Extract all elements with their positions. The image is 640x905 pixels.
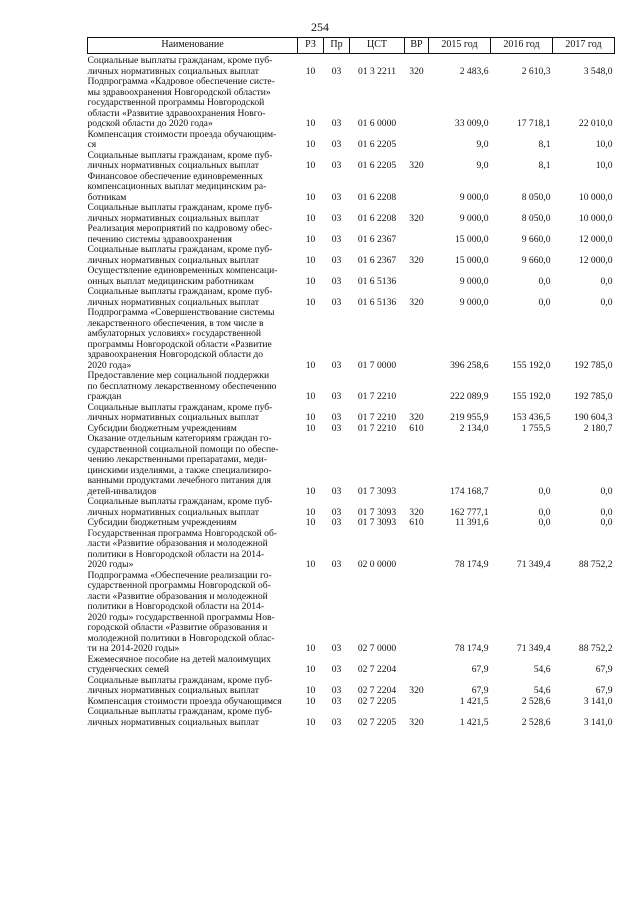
cell-rz: 10 [305, 506, 316, 518]
cell-rz: 10 [305, 65, 316, 77]
cell-rz: 10 [305, 233, 316, 245]
cell-name-line: Компенсация стоимости проезда обучающим- [87, 128, 277, 140]
column-header-rz: РЗ [298, 38, 324, 54]
cell-2017: 192 785,0 [574, 359, 613, 371]
cell-2016: 8,1 [538, 139, 551, 150]
cell-2017: 67,9 [595, 664, 613, 675]
cell-vr [405, 371, 429, 403]
cell-name [88, 203, 298, 224]
cell-cst: 01 6 2205 [357, 139, 397, 150]
cell-name-line: 2020 годы» государственной программы Нов- [87, 611, 275, 623]
cell-name-line: Социальные выплаты гражданам, кроме пуб- [87, 496, 273, 507]
cell-2016: 0,0 [538, 517, 551, 528]
table-row [88, 151, 615, 172]
cell-vr [405, 308, 429, 371]
cell-name [88, 130, 298, 151]
table-row [88, 571, 615, 655]
cell-vr [405, 529, 429, 571]
cell-2017: 88 752,2 [578, 643, 613, 654]
cell-pr: 03 [331, 506, 342, 518]
cell-vr: 320 [409, 212, 424, 224]
cell-cst: 02 7 2204 [357, 664, 397, 675]
cell-name-line: ласти «Развитие образования и молодежной [87, 590, 268, 602]
cell-vr [405, 697, 429, 708]
cell-2016: 8 050,0 [521, 191, 551, 203]
cell-2016: 1 755,5 [521, 422, 551, 434]
cell-cst: 01 6 5136 [357, 275, 397, 287]
cell-vr: 610 [409, 422, 424, 434]
cell-2016: 2 528,6 [521, 695, 551, 707]
cell-name-line: Социальные выплаты гражданам, кроме пуб- [87, 244, 273, 255]
cell-cst: 01 7 3093 [357, 506, 397, 518]
cell-2015: 78 174,9 [454, 559, 489, 570]
cell-rz: 10 [305, 695, 316, 707]
cell-2015: 9 000,0 [459, 296, 489, 308]
cell-name-line: Реализация мероприятий по кадровому обес- [87, 223, 273, 234]
cell-pr: 03 [331, 233, 342, 245]
cell-pr: 03 [331, 412, 342, 423]
cell-rz: 10 [305, 716, 316, 728]
cell-2017: 2 180,7 [583, 422, 613, 434]
cell-rz: 10 [305, 296, 316, 308]
table-row [88, 434, 615, 497]
cell-name-line: Ежемесячное пособие на детей малоимущих [87, 653, 271, 665]
cell-name [88, 403, 298, 424]
cell-2017: 0,0 [600, 517, 613, 528]
cell-name-line: ся [87, 139, 97, 150]
cell-name [88, 497, 298, 518]
cell-pr: 03 [331, 191, 342, 203]
cell-2016: 71 349,4 [516, 643, 551, 654]
cell-name-line: ванными продуктами лечебного питания для [87, 475, 271, 486]
cell-name-line: детей-инвалидов [87, 485, 157, 497]
column-header-2016: 2016 год [491, 38, 553, 54]
cell-2015: 9 000,0 [459, 191, 489, 203]
cell-pr: 03 [331, 685, 342, 696]
cell-cst: 01 6 2367 [357, 233, 397, 245]
cell-name-line: ти на 2014-2020 годы» [87, 643, 180, 654]
column-header-pr: Пр [324, 38, 350, 54]
cell-name [88, 571, 298, 655]
cell-2016: 71 349,4 [516, 559, 551, 570]
cell-name-line: политики в Новгородской области на 2014- [87, 601, 265, 612]
cell-name-line: личных нормативных социальных выплат [87, 254, 259, 266]
table-row [88, 497, 615, 518]
cell-name-line: личных нормативных социальных выплат [87, 212, 259, 224]
cell-pr: 03 [331, 559, 342, 570]
cell-cst: 01 7 2210 [357, 412, 397, 423]
cell-rz: 10 [305, 422, 316, 434]
cell-name-line: 2020 года» [87, 359, 132, 371]
column-header-2017: 2017 год [553, 38, 615, 54]
cell-rz: 10 [305, 412, 316, 423]
cell-name-line: личных нормативных социальных выплат [87, 412, 259, 423]
cell-cst: 01 7 3093 [357, 485, 397, 497]
cell-name-line: городской области «Развитие образования и [87, 622, 268, 633]
table-row [88, 371, 615, 403]
cell-vr [405, 434, 429, 497]
cell-vr: 320 [409, 506, 424, 518]
cell-2017: 67,9 [595, 685, 613, 696]
cell-name-line: Социальные выплаты гражданам, кроме пуб- [87, 674, 273, 686]
cell-2017: 0,0 [600, 296, 613, 308]
cell-cst: 02 7 0000 [357, 643, 397, 654]
cell-2015: 174 168,7 [450, 485, 489, 497]
cell-2015: 222 089,9 [450, 391, 489, 402]
cell-vr [405, 224, 429, 245]
cell-2017: 12 000,0 [578, 233, 613, 245]
cell-name-line: Социальные выплаты гражданам, кроме пуб- [87, 55, 273, 66]
cell-name-line: 2020 годы» [87, 559, 134, 570]
cell-name-line: государственной программы Новгородской [87, 97, 265, 108]
cell-rz: 10 [305, 191, 316, 203]
cell-vr: 320 [409, 254, 424, 266]
cell-vr [405, 172, 429, 204]
cell-rz: 10 [305, 254, 316, 266]
cell-name-line: студенческих семей [87, 664, 169, 675]
cell-name-line: ботникам [87, 191, 127, 203]
cell-name [88, 287, 298, 308]
cell-2016: 8,1 [538, 160, 551, 171]
cell-name-line: Социальные выплаты гражданам, кроме пуб- [87, 286, 273, 297]
cell-cst: 01 6 2367 [357, 254, 397, 266]
cell-name [88, 518, 298, 529]
cell-name-line: Оказание отдельным категориям граждан го- [87, 433, 272, 444]
cell-name-line: личных нормативных социальных выплат [87, 160, 259, 171]
cell-2015: 219 955,9 [450, 412, 489, 423]
cell-2015: 2 134,0 [459, 422, 489, 434]
cell-2016: 153 436,5 [512, 412, 551, 423]
cell-name [88, 655, 298, 676]
cell-vr: 320 [409, 716, 424, 728]
cell-pr: 03 [331, 212, 342, 224]
cell-name-line: области «Развитие здравоохранения Новго- [87, 107, 266, 119]
cell-name-line: Осуществление единовременных компенсаци- [87, 265, 278, 276]
cell-name-line: Подпрограмма «Кадровое обеспечение систе- [87, 76, 275, 87]
table-row [88, 403, 615, 424]
cell-vr: 610 [409, 517, 424, 528]
table-row [88, 54, 615, 78]
cell-2017: 3 141,0 [583, 695, 613, 707]
table-row [88, 676, 615, 697]
cell-2015: 1 421,5 [459, 716, 489, 728]
cell-name-line: сударственной программы Новгородской об- [87, 580, 271, 591]
cell-name [88, 245, 298, 266]
cell-vr: 320 [409, 160, 424, 171]
cell-pr: 03 [331, 296, 342, 308]
cell-name-line: онных выплат медицинским работникам [87, 275, 254, 287]
cell-pr: 03 [331, 359, 342, 371]
cell-name-line: Подпрограмма «Обеспечение реализации го- [87, 569, 272, 581]
cell-2016: 2 528,6 [521, 716, 551, 728]
budget-table [87, 37, 615, 728]
cell-2016: 9 660,0 [521, 254, 551, 266]
cell-name-line: личных нормативных социальных выплат [87, 685, 259, 696]
cell-name [88, 371, 298, 403]
cell-2015: 15 000,0 [454, 233, 489, 245]
cell-name-line: здравоохранения Новгородской области до [87, 349, 264, 360]
cell-rz: 10 [305, 212, 316, 224]
column-header-name: Наименование [88, 38, 298, 54]
cell-2015: 1 421,5 [459, 695, 489, 707]
cell-2016: 0,0 [538, 275, 551, 287]
cell-pr: 03 [331, 65, 342, 77]
cell-2015: 78 174,9 [454, 643, 489, 654]
cell-name [88, 266, 298, 287]
cell-rz: 10 [305, 160, 316, 171]
cell-2016: 155 192,0 [512, 359, 551, 371]
cell-2017: 22 010,0 [578, 118, 613, 129]
cell-name-line: Предоставление мер социальной поддержки [87, 370, 270, 381]
cell-rz: 10 [305, 359, 316, 371]
cell-name-line: личных нормативных социальных выплат [87, 65, 259, 77]
cell-vr: 320 [409, 296, 424, 308]
cell-name-line: Финансовое обеспечение единовременных [87, 170, 263, 182]
cell-2017: 10,0 [595, 160, 613, 171]
cell-2016: 8 050,0 [521, 212, 551, 224]
cell-name-line: Подпрограмма «Совершенствование системы [87, 307, 275, 318]
column-header-2015: 2015 год [429, 38, 491, 54]
cell-2016: 9 660,0 [521, 233, 551, 245]
table-row [88, 245, 615, 266]
cell-2015: 396 258,6 [450, 359, 489, 371]
cell-name-line: родской области до 2020 года» [87, 118, 213, 129]
cell-name [88, 77, 298, 130]
cell-vr: 320 [409, 685, 424, 696]
cell-cst: 01 3 2211 [357, 65, 397, 77]
cell-pr: 03 [331, 391, 342, 402]
cell-cst: 01 6 2205 [357, 160, 397, 171]
table-row [88, 655, 615, 676]
cell-name [88, 54, 298, 78]
cell-2016: 2 610,3 [521, 65, 551, 77]
cell-name [88, 434, 298, 497]
cell-pr: 03 [331, 275, 342, 287]
cell-2016: 155 192,0 [512, 391, 551, 402]
cell-cst: 01 7 2210 [357, 391, 397, 402]
cell-2017: 12 000,0 [578, 254, 613, 266]
cell-name-line: политики в Новгородской области на 2014- [87, 548, 265, 560]
cell-2017: 0,0 [600, 275, 613, 287]
table-header-row [88, 38, 615, 54]
cell-name-line: цинскими изделиями, а также специализиро- [87, 464, 272, 476]
cell-2015: 9 000,0 [459, 275, 489, 287]
cell-2015: 9,0 [476, 160, 489, 171]
cell-pr: 03 [331, 254, 342, 266]
cell-rz: 10 [305, 118, 316, 129]
cell-pr: 03 [331, 160, 342, 171]
cell-rz: 10 [305, 559, 316, 570]
cell-name [88, 707, 298, 728]
cell-cst: 02 0 0000 [357, 559, 397, 570]
cell-cst: 01 7 2210 [357, 422, 397, 434]
cell-vr [405, 571, 429, 655]
table-row [88, 707, 615, 728]
cell-2016: 54,6 [533, 685, 551, 696]
cell-name-line: сударственной социальной помощи по обеспе- [87, 443, 279, 455]
cell-name-line: лекарственного обеспечения, в том числе в [87, 317, 264, 329]
cell-name-line: ласти «Развитие образования и молодежной [87, 538, 268, 549]
cell-pr: 03 [331, 517, 342, 528]
cell-name [88, 308, 298, 371]
cell-cst: 01 6 5136 [357, 296, 397, 308]
cell-rz: 10 [305, 485, 316, 497]
page-number: 254 [311, 20, 329, 34]
cell-rz: 10 [305, 664, 316, 675]
cell-2015: 15 000,0 [454, 254, 489, 266]
cell-2015: 9 000,0 [459, 212, 489, 224]
cell-vr [405, 77, 429, 130]
cell-2017: 10,0 [595, 139, 613, 150]
cell-cst: 01 6 0000 [357, 118, 397, 129]
cell-name [88, 676, 298, 697]
cell-name [88, 172, 298, 204]
cell-name-line: граждан [87, 391, 122, 402]
cell-name-line: Субсидии бюджетным учреждениям [87, 422, 237, 434]
cell-name-line: чению лекарственными препаратами, меди- [87, 454, 267, 465]
table-row [88, 287, 615, 308]
cell-name-line: Социальные выплаты гражданам, кроме пуб- [87, 202, 273, 213]
cell-rz: 10 [305, 517, 316, 528]
cell-2016: 17 718,1 [516, 118, 551, 129]
cell-vr: 320 [409, 65, 424, 77]
cell-pr: 03 [331, 422, 342, 434]
table-row [88, 529, 615, 571]
table-row [88, 308, 615, 371]
cell-2015: 162 777,1 [450, 506, 489, 518]
cell-pr: 03 [331, 695, 342, 707]
column-header-vr: ВР [405, 38, 429, 54]
table-row [88, 203, 615, 224]
cell-2015: 2 483,6 [459, 65, 489, 77]
cell-vr [405, 130, 429, 151]
cell-name [88, 151, 298, 172]
cell-pr: 03 [331, 139, 342, 150]
cell-name-line: печению системы здравоохранения [87, 233, 232, 245]
cell-2015: 67,9 [471, 685, 489, 696]
cell-cst: 02 7 2205 [357, 695, 397, 707]
table-row [88, 266, 615, 287]
cell-2016: 54,6 [533, 664, 551, 675]
cell-2017: 3 141,0 [583, 716, 613, 728]
cell-name-line: мы здравоохранения Новгородской области» [87, 86, 271, 98]
cell-2017: 0,0 [600, 506, 613, 518]
table-row [88, 518, 615, 529]
cell-name [88, 224, 298, 245]
cell-pr: 03 [331, 643, 342, 654]
cell-name-line: Социальные выплаты гражданам, кроме пуб- [87, 401, 273, 413]
cell-2016: 0,0 [538, 296, 551, 308]
cell-2017: 10 000,0 [578, 212, 613, 224]
cell-name-line: Государственная программа Новгородской об- [87, 527, 278, 539]
cell-name-line: личных нормативных социальных выплат [87, 716, 259, 728]
column-header-cst: ЦСТ [350, 38, 405, 54]
cell-name-line: Социальные выплаты гражданам, кроме пуб- [87, 706, 273, 717]
cell-2017: 10 000,0 [578, 191, 613, 203]
cell-name-line: Субсидии бюджетным учреждениям [87, 517, 237, 528]
cell-pr: 03 [331, 664, 342, 675]
cell-2017: 192 785,0 [574, 391, 613, 402]
cell-2017: 3 548,0 [583, 65, 613, 77]
cell-cst: 01 7 3093 [357, 517, 397, 528]
cell-cst: 02 7 2204 [357, 685, 397, 696]
table-row [88, 224, 615, 245]
cell-rz: 10 [305, 391, 316, 402]
cell-name-line: амбулаторных условиях» государственной [87, 328, 262, 339]
cell-2016: 0,0 [538, 506, 551, 518]
cell-2015: 9,0 [476, 139, 489, 150]
cell-2017: 0,0 [600, 485, 613, 497]
cell-cst: 02 7 2205 [357, 716, 397, 728]
cell-name-line: личных нормативных социальных выплат [87, 506, 259, 518]
cell-rz: 10 [305, 643, 316, 654]
cell-2016: 0,0 [538, 485, 551, 497]
cell-name-line: личных нормативных социальных выплат [87, 296, 259, 308]
cell-2015: 67,9 [471, 664, 489, 675]
cell-cst: 01 6 2208 [357, 212, 397, 224]
cell-2017: 88 752,2 [578, 559, 613, 570]
cell-pr: 03 [331, 485, 342, 497]
cell-name-line: программы Новгородской области «Развитие [87, 338, 272, 350]
cell-name-line: Компенсация стоимости проезда обучающимся [87, 695, 282, 707]
cell-cst: 01 7 0000 [357, 359, 397, 371]
cell-name [88, 529, 298, 571]
cell-rz: 10 [305, 139, 316, 150]
cell-rz: 10 [305, 685, 316, 696]
cell-name-line: компенсационных выплат медицинским ра- [87, 181, 267, 192]
cell-vr [405, 266, 429, 287]
cell-name-line: молодежной политики в Новгородской облас- [87, 632, 275, 644]
cell-2015: 11 391,6 [455, 517, 489, 528]
cell-vr: 320 [409, 412, 424, 423]
table-row [88, 130, 615, 151]
cell-name-line: Социальные выплаты гражданам, кроме пуб- [87, 149, 273, 161]
cell-2015: 33 009,0 [454, 118, 489, 129]
cell-pr: 03 [331, 118, 342, 129]
cell-pr: 03 [331, 716, 342, 728]
table-row [88, 77, 615, 130]
table-row [88, 172, 615, 204]
cell-rz: 10 [305, 275, 316, 287]
table-body [88, 54, 615, 729]
cell-name-line: по бесплатному лекарственному обеспечению [87, 380, 277, 392]
cell-2017: 190 604,3 [574, 412, 613, 423]
cell-vr [405, 655, 429, 676]
cell-cst: 01 6 2208 [357, 191, 397, 203]
